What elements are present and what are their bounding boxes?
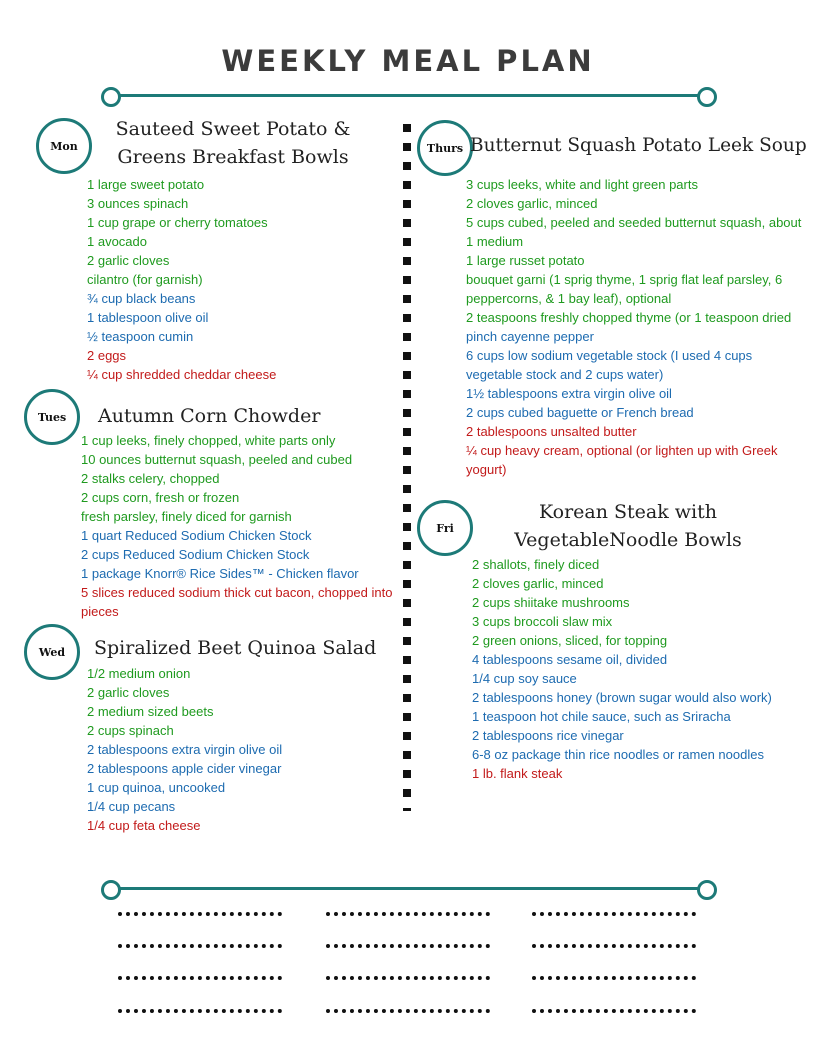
ingredient-item: fresh parsley, finely diced for garnish bbox=[81, 509, 292, 524]
note-line bbox=[326, 976, 490, 980]
note-line bbox=[118, 976, 282, 980]
day-badge-mon: Mon bbox=[36, 118, 92, 174]
ingredient-item: 2 cups shiitake mushrooms bbox=[472, 595, 630, 610]
ingredient-item: 1/2 medium onion bbox=[87, 666, 191, 681]
ingredient-item: 1 tablespoon olive oil bbox=[87, 310, 209, 325]
ingredient-item: 2 teaspoons freshly chopped thyme (or 1 teaspoon dried bbox=[466, 310, 792, 325]
ingredient-item: 5 slices reduced sodium thick cut bacon, chopped into pieces bbox=[81, 585, 393, 619]
note-line bbox=[118, 912, 282, 916]
ingredient-item: 2 tablespoons extra virgin olive oil bbox=[87, 742, 283, 757]
ingredient-item: 2 cups corn, fresh or frozen bbox=[81, 490, 240, 505]
ingredient-item: 2 tablespoons apple cider vinegar bbox=[87, 761, 282, 776]
ingredient-item: 1 lb. flank steak bbox=[472, 766, 563, 781]
note-line bbox=[118, 944, 282, 948]
ingredient-item: 1½ tablespoons extra virgin olive oil bbox=[466, 386, 672, 401]
day-badge-fri: Fri bbox=[417, 500, 473, 556]
top-rule bbox=[110, 94, 708, 97]
ingredient-item: 2 cups Reduced Sodium Chicken Stock bbox=[81, 547, 310, 562]
ingredient-item: 1 teaspoon hot chile sauce, such as Sriracha bbox=[472, 709, 731, 724]
ingredient-item: 2 tablespoons rice vinegar bbox=[472, 728, 624, 743]
ingredient-item: 1/4 cup soy sauce bbox=[472, 671, 577, 686]
ingredient-item: 1 cup grape or cherry tomatoes bbox=[87, 215, 268, 230]
ingredient-list-fri bbox=[472, 555, 806, 783]
page-title: WEEKLY MEAL PLAN bbox=[221, 44, 595, 78]
ingredient-item: 1 large russet potato bbox=[466, 253, 585, 268]
note-line bbox=[326, 1009, 490, 1013]
note-line bbox=[118, 1009, 282, 1013]
column-divider bbox=[403, 124, 411, 822]
ingredient-item: 2 garlic cloves bbox=[87, 685, 170, 700]
ingredient-item: 3 ounces spinach bbox=[87, 196, 189, 211]
note-line bbox=[532, 976, 696, 980]
ingredient-item: 1 cup quinoa, uncooked bbox=[87, 780, 226, 795]
ingredient-item: 1 avocado bbox=[87, 234, 147, 249]
day-badge-wed: Wed bbox=[24, 624, 80, 680]
ingredient-item: ¼ cup heavy cream, optional (or lighten up with Greek yogurt) bbox=[466, 443, 778, 477]
top-rule-left-dot bbox=[101, 87, 121, 107]
ingredient-item: 6-8 oz package thin rice noodles or ramen noodles bbox=[472, 747, 764, 762]
ingredient-item: cilantro (for garnish) bbox=[87, 272, 203, 287]
ingredient-item: 3 cups broccoli slaw mix bbox=[472, 614, 613, 629]
ingredient-item: 2 green onions, sliced, for topping bbox=[472, 633, 668, 648]
ingredient-item: 2 garlic cloves bbox=[87, 253, 170, 268]
ingredient-item: 1/4 cup pecans bbox=[87, 799, 176, 814]
ingredient-item: 2 cups cubed baguette or French bread bbox=[466, 405, 694, 420]
ingredient-list-wed bbox=[87, 664, 397, 835]
ingredient-item: ¾ cup black beans bbox=[87, 291, 196, 306]
recipe-title-mon: Sauteed Sweet Potato & Greens Breakfast Bowls bbox=[115, 118, 351, 168]
top-rule-right-dot bbox=[697, 87, 717, 107]
note-line bbox=[326, 912, 490, 916]
note-line bbox=[532, 944, 696, 948]
ingredient-item: 2 eggs bbox=[87, 348, 127, 363]
recipe-title-thurs: Butternut Squash Potato Leek Soup bbox=[470, 135, 807, 156]
ingredient-item: 3 cups leeks, white and light green parts bbox=[466, 177, 698, 192]
recipe-title-tues: Autumn Corn Chowder bbox=[98, 405, 321, 427]
note-line bbox=[326, 944, 490, 948]
ingredient-item: 2 medium sized beets bbox=[87, 704, 214, 719]
ingredient-item: 2 tablespoons honey (brown sugar would also work) bbox=[472, 690, 772, 705]
ingredient-item: 2 cloves garlic, minced bbox=[472, 576, 604, 591]
recipe-title-wed: Spiralized Beet Quinoa Salad bbox=[94, 637, 377, 659]
ingredient-list-thurs bbox=[466, 175, 806, 479]
note-line bbox=[532, 1009, 696, 1013]
ingredient-list-mon bbox=[87, 175, 397, 384]
ingredient-item: ½ teaspoon cumin bbox=[87, 329, 194, 344]
day-badge-tues: Tues bbox=[24, 389, 80, 445]
ingredient-item: 1 quart Reduced Sodium Chicken Stock bbox=[81, 528, 312, 543]
ingredient-item: pinch cayenne pepper bbox=[466, 329, 594, 344]
ingredient-item: 4 tablespoons sesame oil, divided bbox=[472, 652, 668, 667]
ingredient-item: bouquet garni (1 sprig thyme, 1 sprig flat leaf parsley, 6 peppercorns, & 1 bay leaf), optional bbox=[466, 272, 783, 306]
bottom-rule-right-dot bbox=[697, 880, 717, 900]
ingredient-item: 1/4 cup feta cheese bbox=[87, 818, 201, 833]
note-line bbox=[532, 912, 696, 916]
ingredient-item: 1 large sweet potato bbox=[87, 177, 205, 192]
ingredient-item: 2 cups spinach bbox=[87, 723, 174, 738]
bottom-rule bbox=[110, 887, 708, 890]
day-badge-thurs: Thurs bbox=[417, 120, 473, 176]
ingredient-item: ¼ cup shredded cheddar cheese bbox=[87, 367, 277, 382]
ingredient-item: 10 ounces butternut squash, peeled and cubed bbox=[81, 452, 353, 467]
ingredient-item: 2 stalks celery, chopped bbox=[81, 471, 220, 486]
bottom-rule-left-dot bbox=[101, 880, 121, 900]
ingredient-item: 1 package Knorr® Rice Sides™ - Chicken flavor bbox=[81, 566, 359, 581]
ingredient-list-tues bbox=[81, 431, 399, 621]
ingredient-item: 2 cloves garlic, minced bbox=[466, 196, 598, 211]
ingredient-item: 2 shallots, finely diced bbox=[472, 557, 600, 572]
ingredient-item: 2 tablespoons unsalted butter bbox=[466, 424, 637, 439]
ingredient-item: 1 cup leeks, finely chopped, white parts only bbox=[81, 433, 336, 448]
ingredient-item: 5 cups cubed, peeled and seeded butternut squash, about 1 medium bbox=[466, 215, 802, 249]
recipe-title-fri: Korean Steak with VegetableNoodle Bowls bbox=[514, 501, 742, 551]
ingredient-item: 6 cups low sodium vegetable stock (I used 4 cups vegetable stock and 2 cups water) bbox=[466, 348, 753, 382]
